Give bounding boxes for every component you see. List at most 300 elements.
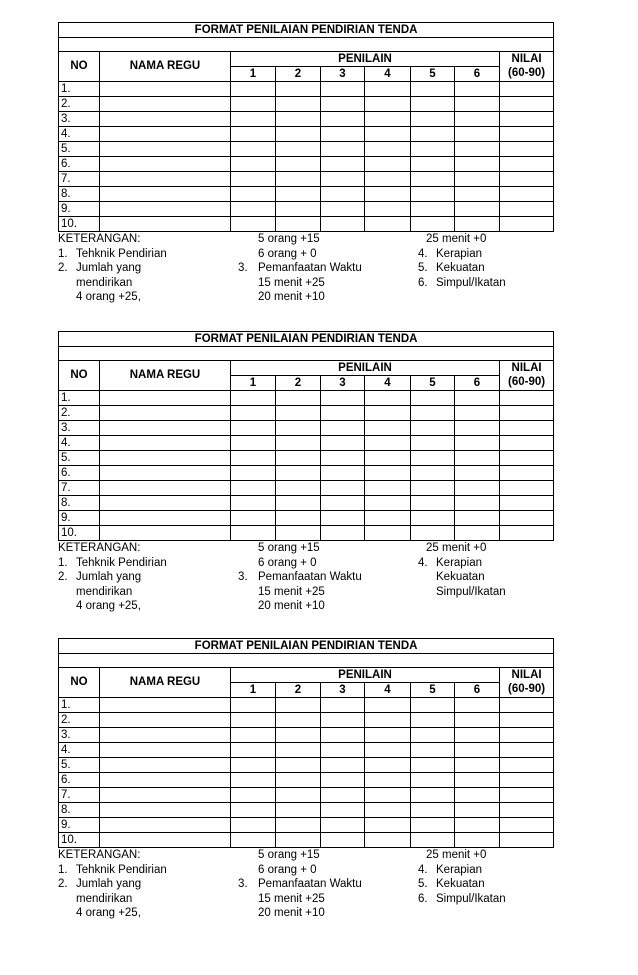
score-cell[interactable]: [276, 172, 321, 187]
header-no: NO: [59, 361, 100, 391]
nilai-cell[interactable]: [500, 803, 554, 818]
nilai-cell[interactable]: [500, 698, 554, 713]
score-cell[interactable]: [321, 833, 365, 848]
note-2-number: 2.: [58, 571, 68, 583]
nilai-cell[interactable]: [500, 833, 554, 848]
table-row: [59, 157, 554, 172]
nilai-cell[interactable]: [500, 187, 554, 202]
nama-regu-cell[interactable]: [100, 713, 231, 728]
nilai-cell[interactable]: [500, 818, 554, 833]
score-cell[interactable]: [455, 481, 500, 496]
score-cell[interactable]: [455, 172, 500, 187]
score-cell[interactable]: [276, 112, 321, 127]
note-4-text: Kerapian: [436, 863, 483, 876]
judge-5: 5: [411, 683, 455, 698]
nilai-cell[interactable]: [500, 496, 554, 511]
score-cell[interactable]: [365, 526, 411, 541]
score-cell[interactable]: [411, 713, 455, 728]
score-cell[interactable]: [455, 526, 500, 541]
score-cell[interactable]: [411, 127, 455, 142]
nama-regu-cell[interactable]: [100, 481, 231, 496]
score-cell[interactable]: [231, 406, 276, 421]
score-cell[interactable]: [321, 172, 365, 187]
nilai-cell[interactable]: [500, 466, 554, 481]
score-cell[interactable]: [411, 82, 455, 97]
score-cell[interactable]: [231, 187, 276, 202]
score-cell[interactable]: [276, 803, 321, 818]
score-cell[interactable]: [365, 758, 411, 773]
score-cell[interactable]: [276, 436, 321, 451]
score-cell[interactable]: [455, 713, 500, 728]
score-cell[interactable]: [365, 481, 411, 496]
score-cell[interactable]: [411, 217, 455, 232]
score-cell[interactable]: [231, 97, 276, 112]
score-cell[interactable]: [276, 526, 321, 541]
score-cell[interactable]: [365, 698, 411, 713]
score-cell[interactable]: [455, 698, 500, 713]
score-cell[interactable]: [231, 157, 276, 172]
nilai-cell[interactable]: [500, 142, 554, 157]
score-cell[interactable]: [455, 217, 500, 232]
score-cell[interactable]: [231, 713, 276, 728]
score-cell[interactable]: [276, 713, 321, 728]
score-cell[interactable]: [411, 773, 455, 788]
table-row: [59, 526, 554, 541]
score-cell[interactable]: [276, 97, 321, 112]
score-cell[interactable]: [321, 112, 365, 127]
nama-regu-cell[interactable]: [100, 773, 231, 788]
note-5-text: Kekuatan: [436, 878, 485, 890]
score-cell[interactable]: [231, 818, 276, 833]
score-cell[interactable]: [411, 97, 455, 112]
score-cell[interactable]: [455, 496, 500, 511]
nama-regu-cell[interactable]: [100, 436, 231, 451]
nama-regu-cell[interactable]: [100, 788, 231, 803]
nama-regu-cell[interactable]: [100, 511, 231, 526]
score-cell[interactable]: [455, 82, 500, 97]
note-right-1: 25 menit +0: [426, 849, 487, 861]
nama-regu-cell[interactable]: [100, 406, 231, 421]
nama-regu-cell[interactable]: [100, 526, 231, 541]
score-cell[interactable]: [231, 803, 276, 818]
nilai-cell[interactable]: [500, 202, 554, 217]
score-cell[interactable]: [231, 773, 276, 788]
score-cell[interactable]: [365, 728, 411, 743]
score-cell[interactable]: [231, 391, 276, 406]
nama-regu-cell[interactable]: [100, 82, 231, 97]
note-mid-2: 6 orang + 0: [258, 556, 317, 569]
score-cell[interactable]: [321, 436, 365, 451]
judge-3: 3: [321, 683, 365, 698]
score-cell[interactable]: [276, 773, 321, 788]
score-cell[interactable]: [411, 803, 455, 818]
score-cell[interactable]: [365, 202, 411, 217]
nilai-cell[interactable]: [500, 511, 554, 526]
nilai-cell[interactable]: [500, 773, 554, 788]
row-number: 5.: [59, 758, 100, 773]
nama-regu-cell[interactable]: [100, 496, 231, 511]
score-cell[interactable]: [321, 127, 365, 142]
score-cell[interactable]: [455, 187, 500, 202]
nilai-cell[interactable]: [500, 421, 554, 436]
score-cell[interactable]: [411, 526, 455, 541]
nilai-cell[interactable]: [500, 758, 554, 773]
score-cell[interactable]: [365, 743, 411, 758]
nama-regu-cell[interactable]: [100, 698, 231, 713]
score-cell[interactable]: [231, 743, 276, 758]
nama-regu-cell[interactable]: [100, 112, 231, 127]
score-cell[interactable]: [321, 496, 365, 511]
score-cell[interactable]: [455, 788, 500, 803]
score-cell[interactable]: [276, 758, 321, 773]
note-3-number: 3.: [238, 262, 248, 274]
table-row: [59, 818, 554, 833]
score-cell[interactable]: [455, 202, 500, 217]
score-cell[interactable]: [231, 698, 276, 713]
score-cell[interactable]: [231, 511, 276, 526]
score-cell[interactable]: [411, 421, 455, 436]
table-row: [59, 451, 554, 466]
nilai-cell[interactable]: [500, 97, 554, 112]
score-cell[interactable]: [365, 511, 411, 526]
score-cell[interactable]: [455, 728, 500, 743]
score-cell[interactable]: [455, 803, 500, 818]
score-cell[interactable]: [365, 142, 411, 157]
score-cell[interactable]: [365, 713, 411, 728]
score-cell[interactable]: [411, 142, 455, 157]
score-cell[interactable]: [411, 157, 455, 172]
nama-regu-cell[interactable]: [100, 391, 231, 406]
score-cell[interactable]: [276, 481, 321, 496]
score-cell[interactable]: [321, 773, 365, 788]
score-cell[interactable]: [276, 818, 321, 833]
score-cell[interactable]: [455, 451, 500, 466]
score-cell[interactable]: [411, 496, 455, 511]
row-number: 1.: [59, 698, 100, 713]
score-cell[interactable]: [365, 82, 411, 97]
score-cell[interactable]: [455, 818, 500, 833]
judge-3: 3: [321, 67, 365, 82]
score-cell[interactable]: [455, 157, 500, 172]
score-cell[interactable]: [276, 421, 321, 436]
score-cell[interactable]: [411, 818, 455, 833]
score-cell[interactable]: [276, 142, 321, 157]
score-cell[interactable]: [231, 202, 276, 217]
score-cell[interactable]: [321, 187, 365, 202]
nama-regu-cell[interactable]: [100, 421, 231, 436]
score-cell[interactable]: [276, 833, 321, 848]
score-cell[interactable]: [455, 112, 500, 127]
score-cell[interactable]: [276, 451, 321, 466]
score-cell[interactable]: [411, 481, 455, 496]
score-cell[interactable]: [321, 698, 365, 713]
row-number: 6.: [59, 773, 100, 788]
note-3-number: 3.: [238, 571, 248, 583]
score-cell[interactable]: [276, 728, 321, 743]
judge-4: 4: [365, 683, 411, 698]
nilai-cell[interactable]: [500, 743, 554, 758]
score-cell[interactable]: [365, 833, 411, 848]
score-cell[interactable]: [411, 112, 455, 127]
score-cell[interactable]: [455, 511, 500, 526]
score-cell[interactable]: [276, 743, 321, 758]
nilai-cell[interactable]: [500, 391, 554, 406]
keterangan-notes: [58, 848, 553, 922]
score-cell[interactable]: [411, 406, 455, 421]
nama-regu-cell[interactable]: [100, 172, 231, 187]
row-number: 3.: [59, 421, 100, 436]
score-cell[interactable]: [276, 391, 321, 406]
score-cell[interactable]: [455, 436, 500, 451]
score-cell[interactable]: [321, 202, 365, 217]
score-cell[interactable]: [365, 217, 411, 232]
score-cell[interactable]: [365, 97, 411, 112]
note-2-line3: 4 orang +25,: [76, 907, 141, 919]
judge-6: 6: [455, 376, 500, 391]
nilai-cell[interactable]: [500, 172, 554, 187]
score-cell[interactable]: [411, 698, 455, 713]
nilai-cell[interactable]: [500, 82, 554, 97]
score-cell[interactable]: [411, 758, 455, 773]
table-row: [59, 698, 554, 713]
row-number: 7.: [59, 481, 100, 496]
score-cell[interactable]: [321, 481, 365, 496]
score-cell[interactable]: [276, 217, 321, 232]
nilai-cell[interactable]: [500, 451, 554, 466]
table-row: [59, 112, 554, 127]
score-cell[interactable]: [455, 127, 500, 142]
score-cell[interactable]: [411, 511, 455, 526]
score-cell[interactable]: [455, 142, 500, 157]
note-2-line2: mendirikan: [76, 892, 133, 905]
score-cell[interactable]: [411, 202, 455, 217]
score-cell[interactable]: [455, 391, 500, 406]
score-cell[interactable]: [321, 217, 365, 232]
note-4-text: Kerapian: [436, 556, 483, 569]
score-cell[interactable]: [276, 496, 321, 511]
score-cell[interactable]: [276, 466, 321, 481]
score-cell[interactable]: [321, 758, 365, 773]
nilai-cell[interactable]: [500, 526, 554, 541]
score-cell[interactable]: [231, 728, 276, 743]
score-cell[interactable]: [231, 172, 276, 187]
row-number: 3.: [59, 112, 100, 127]
score-cell[interactable]: [455, 97, 500, 112]
nama-regu-cell[interactable]: [100, 758, 231, 773]
score-cell[interactable]: [321, 421, 365, 436]
nilai-cell[interactable]: [500, 436, 554, 451]
score-cell[interactable]: [276, 82, 321, 97]
score-cell[interactable]: [365, 436, 411, 451]
score-cell[interactable]: [365, 773, 411, 788]
score-cell[interactable]: [231, 142, 276, 157]
note-6-number: 6.: [418, 892, 428, 905]
nama-regu-cell[interactable]: [100, 466, 231, 481]
score-cell[interactable]: [321, 526, 365, 541]
note-4-number: 4.: [418, 863, 428, 876]
score-cell[interactable]: [276, 187, 321, 202]
score-cell[interactable]: [411, 466, 455, 481]
row-number: 2.: [59, 713, 100, 728]
score-cell[interactable]: [365, 818, 411, 833]
scoring-table: [58, 638, 554, 848]
note-5-text: Kekuatan: [436, 571, 485, 583]
score-cell[interactable]: [276, 511, 321, 526]
nama-regu-cell[interactable]: [100, 127, 231, 142]
note-1-text: Tehknik Pendirian: [76, 247, 167, 260]
score-cell[interactable]: [276, 157, 321, 172]
score-cell[interactable]: [231, 788, 276, 803]
score-cell[interactable]: [321, 713, 365, 728]
score-cell[interactable]: [365, 391, 411, 406]
table-row: [59, 187, 554, 202]
row-number: 8.: [59, 496, 100, 511]
score-cell[interactable]: [321, 511, 365, 526]
score-cell[interactable]: [365, 451, 411, 466]
score-cell[interactable]: [455, 773, 500, 788]
score-cell[interactable]: [321, 406, 365, 421]
row-number: 9.: [59, 511, 100, 526]
score-cell[interactable]: [321, 818, 365, 833]
score-cell[interactable]: [411, 743, 455, 758]
nama-regu-cell[interactable]: [100, 833, 231, 848]
note-mid-5: 20 menit +10: [258, 600, 325, 612]
score-cell[interactable]: [321, 788, 365, 803]
score-cell[interactable]: [411, 728, 455, 743]
score-cell[interactable]: [231, 466, 276, 481]
nama-regu-cell[interactable]: [100, 157, 231, 172]
note-mid-2: 6 orang + 0: [258, 863, 317, 876]
nilai-cell[interactable]: [500, 217, 554, 232]
score-cell[interactable]: [231, 526, 276, 541]
note-1-number: 1.: [58, 863, 68, 876]
score-cell[interactable]: [365, 803, 411, 818]
note-mid-1: 5 orang +15: [258, 849, 320, 861]
score-cell[interactable]: [321, 728, 365, 743]
score-cell[interactable]: [321, 743, 365, 758]
score-cell[interactable]: [411, 436, 455, 451]
score-cell[interactable]: [365, 157, 411, 172]
score-cell[interactable]: [231, 481, 276, 496]
note-3-text: Pemanfaatan Waktu: [258, 878, 362, 890]
row-number: 8.: [59, 803, 100, 818]
nama-regu-cell[interactable]: [100, 217, 231, 232]
notes-heading: KETERANGAN:: [58, 233, 141, 245]
nilai-cell[interactable]: [500, 713, 554, 728]
nama-regu-cell[interactable]: [100, 728, 231, 743]
score-cell[interactable]: [231, 127, 276, 142]
row-number: 9.: [59, 202, 100, 217]
header-nilai: NILAI: [500, 668, 554, 683]
score-cell[interactable]: [276, 127, 321, 142]
nilai-cell[interactable]: [500, 406, 554, 421]
score-cell[interactable]: [455, 421, 500, 436]
nama-regu-cell[interactable]: [100, 803, 231, 818]
score-cell[interactable]: [276, 202, 321, 217]
nama-regu-cell[interactable]: [100, 743, 231, 758]
score-cell[interactable]: [231, 758, 276, 773]
nama-regu-cell[interactable]: [100, 187, 231, 202]
nilai-cell[interactable]: [500, 157, 554, 172]
score-cell[interactable]: [365, 788, 411, 803]
notes-heading: KETERANGAN:: [58, 849, 141, 861]
score-cell[interactable]: [321, 466, 365, 481]
table-row: [59, 728, 554, 743]
nilai-cell[interactable]: [500, 728, 554, 743]
table-row: [59, 788, 554, 803]
score-cell[interactable]: [455, 466, 500, 481]
score-cell[interactable]: [455, 406, 500, 421]
score-cell[interactable]: [231, 82, 276, 97]
score-cell[interactable]: [321, 97, 365, 112]
nilai-cell[interactable]: [500, 112, 554, 127]
nilai-cell[interactable]: [500, 127, 554, 142]
score-cell[interactable]: [276, 406, 321, 421]
score-cell[interactable]: [321, 391, 365, 406]
score-cell[interactable]: [411, 833, 455, 848]
nama-regu-cell[interactable]: [100, 818, 231, 833]
nama-regu-cell[interactable]: [100, 97, 231, 112]
score-cell[interactable]: [365, 112, 411, 127]
score-cell[interactable]: [231, 436, 276, 451]
nilai-cell[interactable]: [500, 481, 554, 496]
score-cell[interactable]: [321, 157, 365, 172]
score-cell[interactable]: [455, 743, 500, 758]
score-cell[interactable]: [365, 466, 411, 481]
score-cell[interactable]: [411, 451, 455, 466]
score-cell[interactable]: [365, 496, 411, 511]
score-cell[interactable]: [231, 217, 276, 232]
score-cell[interactable]: [321, 451, 365, 466]
spacer-row: [59, 654, 554, 668]
score-cell[interactable]: [411, 172, 455, 187]
score-cell[interactable]: [321, 142, 365, 157]
row-number: 10.: [59, 833, 100, 848]
nilai-cell[interactable]: [500, 788, 554, 803]
score-cell[interactable]: [231, 451, 276, 466]
nama-regu-cell[interactable]: [100, 202, 231, 217]
table-row: [59, 127, 554, 142]
note-mid-4: 15 menit +25: [258, 585, 325, 598]
score-cell[interactable]: [365, 421, 411, 436]
score-cell[interactable]: [411, 391, 455, 406]
score-cell[interactable]: [231, 496, 276, 511]
score-cell[interactable]: [321, 82, 365, 97]
score-cell[interactable]: [455, 758, 500, 773]
keterangan-notes: [58, 232, 553, 306]
score-cell[interactable]: [276, 788, 321, 803]
score-cell[interactable]: [231, 421, 276, 436]
score-cell[interactable]: [365, 172, 411, 187]
score-cell[interactable]: [365, 406, 411, 421]
score-cell[interactable]: [455, 833, 500, 848]
score-cell[interactable]: [231, 833, 276, 848]
score-cell[interactable]: [411, 788, 455, 803]
nama-regu-cell[interactable]: [100, 142, 231, 157]
table-row: [59, 142, 554, 157]
score-cell[interactable]: [365, 127, 411, 142]
nama-regu-cell[interactable]: [100, 451, 231, 466]
score-cell[interactable]: [365, 187, 411, 202]
note-2-text: Jumlah yang: [76, 262, 142, 274]
table-row: [59, 773, 554, 788]
score-cell[interactable]: [321, 803, 365, 818]
row-number: 4.: [59, 127, 100, 142]
note-mid-2: 6 orang + 0: [258, 247, 317, 260]
score-cell[interactable]: [231, 112, 276, 127]
score-cell[interactable]: [276, 698, 321, 713]
score-cell[interactable]: [411, 187, 455, 202]
